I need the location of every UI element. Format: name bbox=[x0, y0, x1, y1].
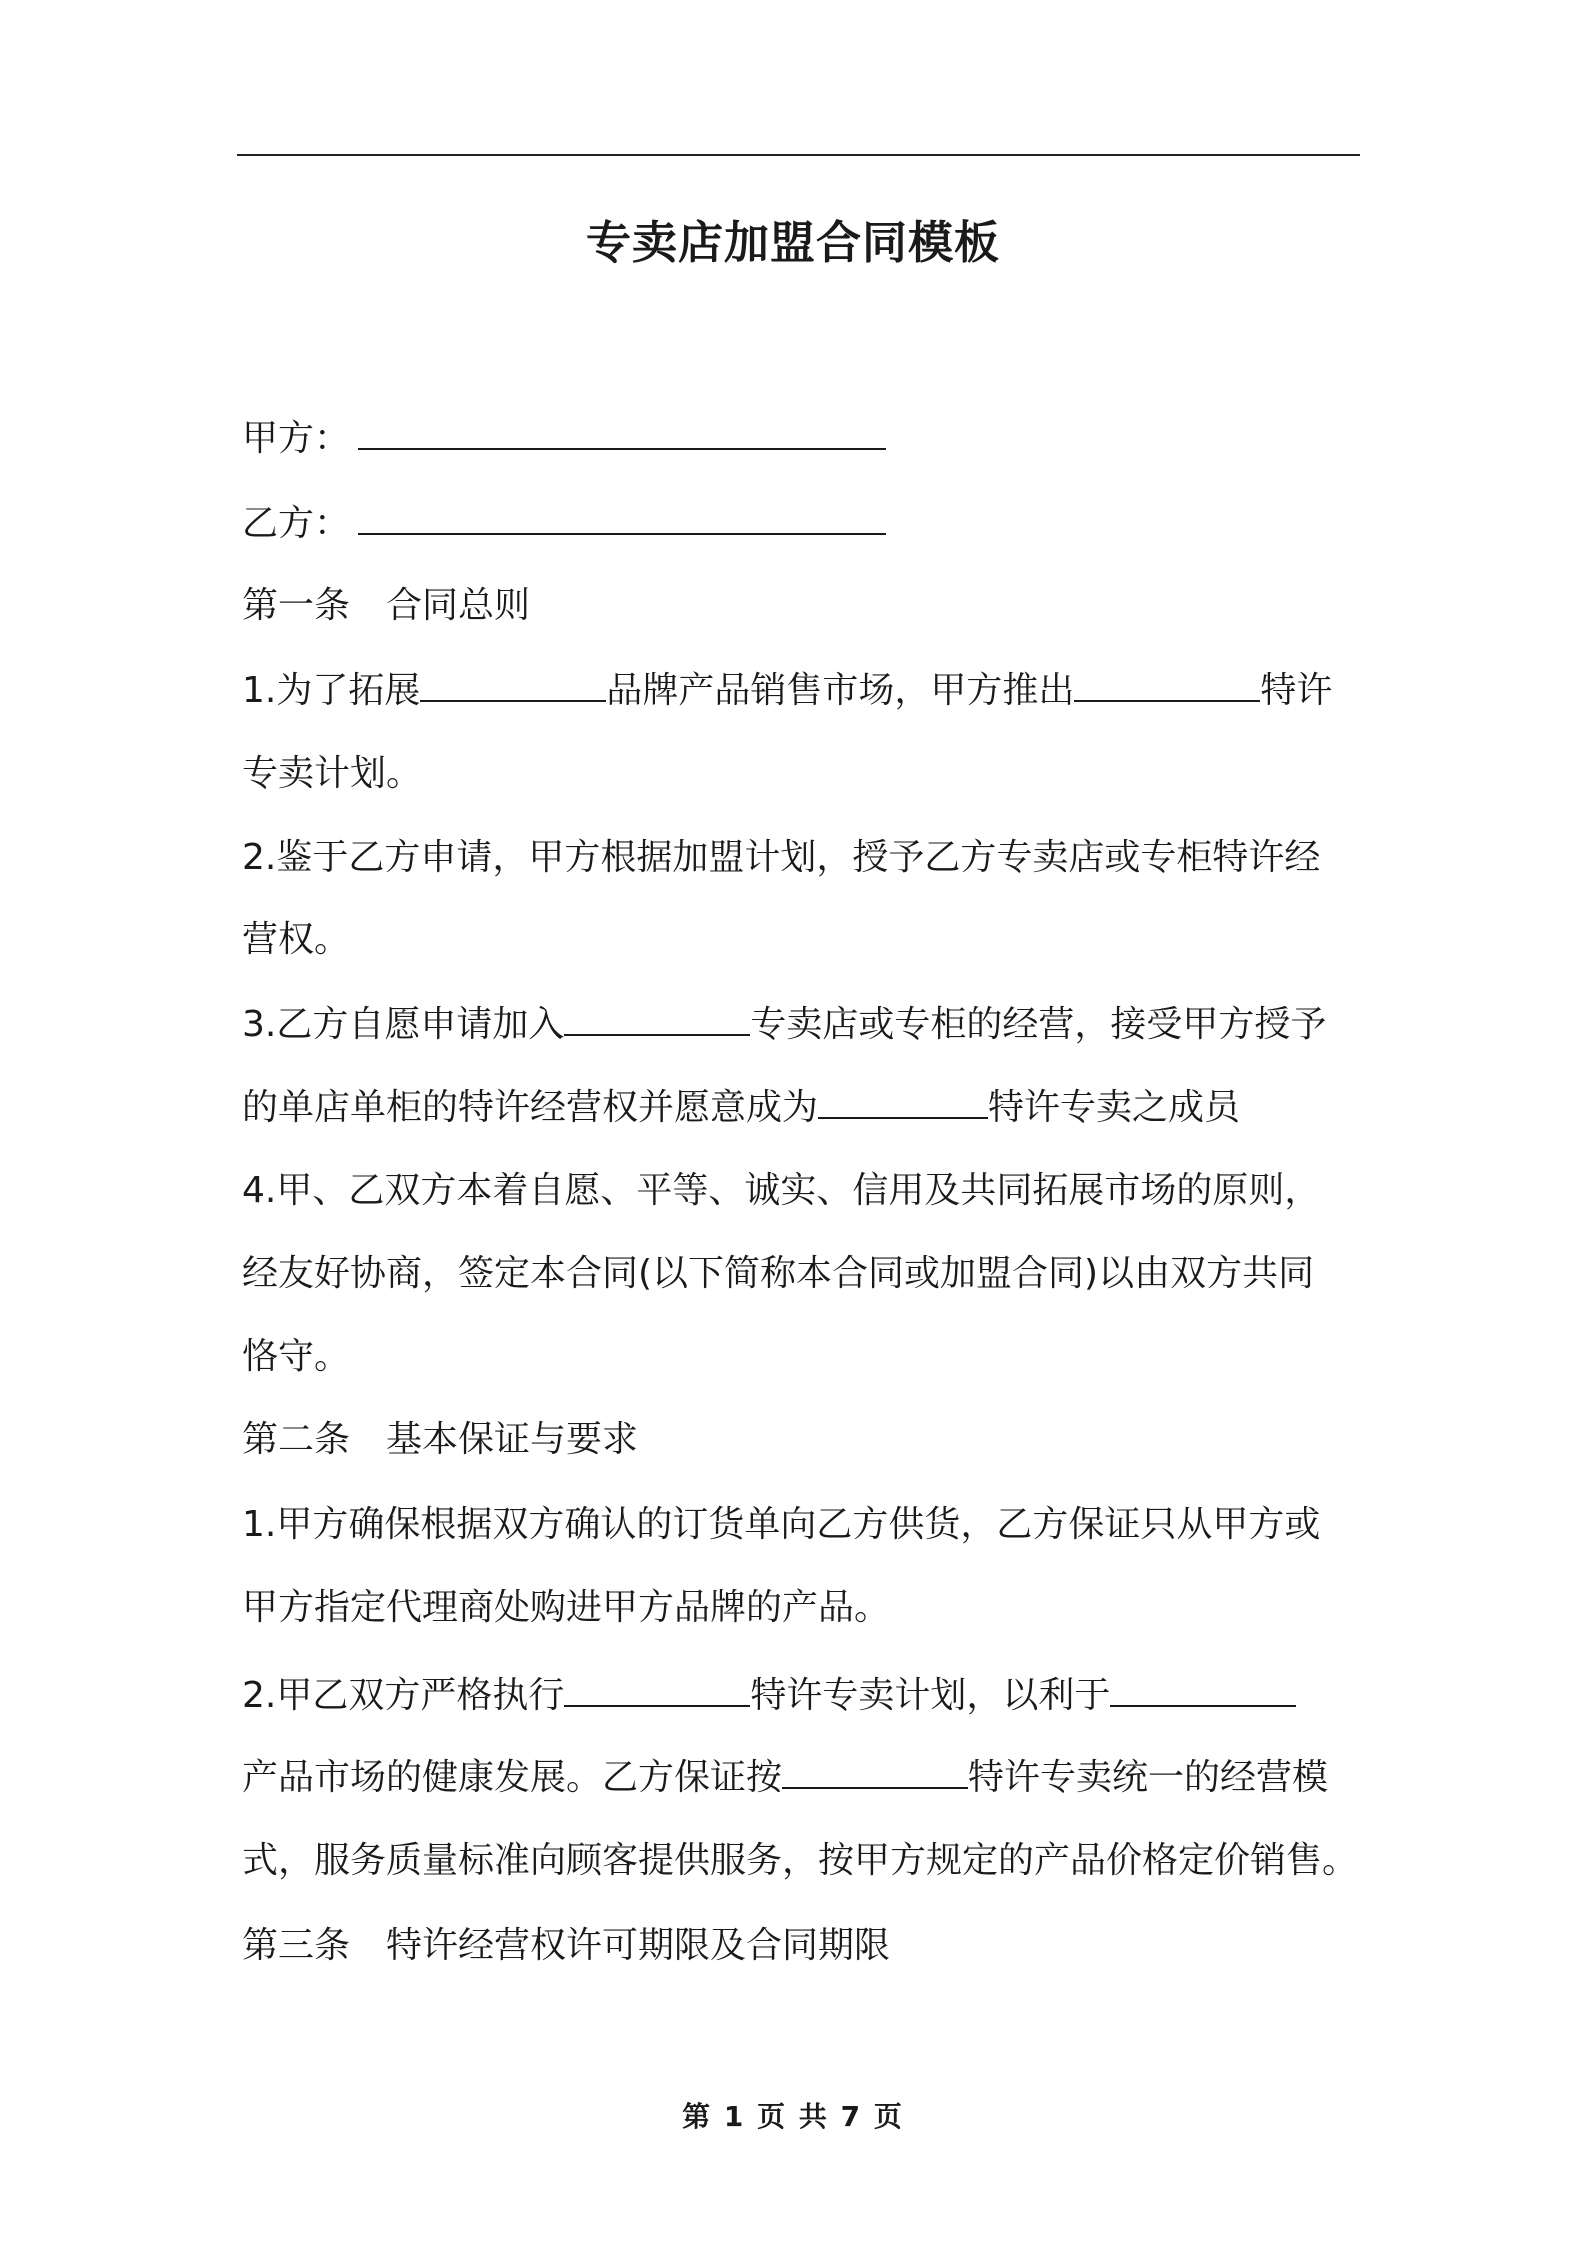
article-1-paragraph-2-line-2: 营权。 bbox=[242, 919, 351, 960]
article-2-paragraph-2-line-2 bbox=[242, 1749, 1362, 1807]
party-b-label: 乙方： bbox=[242, 503, 351, 544]
party-b-line bbox=[242, 495, 1362, 553]
text-segment: 特许专卖之成员 bbox=[988, 1087, 1241, 1128]
article-1-paragraph-4-line-3: 恪守。 bbox=[242, 1336, 351, 1377]
text-segment: 3.乙方自愿申请加入 bbox=[242, 1004, 565, 1045]
page-number-footer: 第 1 页 共 7 页 bbox=[682, 2100, 904, 2133]
product-blank[interactable] bbox=[1110, 1667, 1296, 1707]
article-1-paragraph-2-line-1: 2.鉴于乙方申请，甲方根据加盟计划，授予乙方专卖店或专柜特许经 bbox=[242, 837, 1321, 878]
text-segment: 2.甲乙双方严格执行 bbox=[242, 1675, 565, 1716]
member-blank[interactable] bbox=[818, 1079, 988, 1119]
document-title: 专卖店加盟合同模板 bbox=[585, 216, 1000, 269]
brand-blank[interactable] bbox=[420, 662, 606, 702]
text-segment: 专卖店或专柜的经营，接受甲方授予 bbox=[750, 1004, 1327, 1045]
article-1-paragraph-1-line-2: 专卖计划。 bbox=[242, 753, 423, 794]
text-segment: 产品市场的健康发展。乙方保证按 bbox=[242, 1757, 783, 1798]
text-segment: 特许专卖统一的经营模 bbox=[968, 1757, 1329, 1798]
text-segment: 品牌产品销售市场，甲方推出 bbox=[606, 670, 1075, 711]
article-2-paragraph-2-line-1 bbox=[242, 1667, 1362, 1725]
party-a-blank[interactable] bbox=[358, 410, 886, 450]
text-segment: 特许专卖计划，以利于 bbox=[750, 1675, 1111, 1716]
article-2-paragraph-1-line-2: 甲方指定代理商处购进甲方品牌的产品。 bbox=[242, 1587, 891, 1628]
party-a-line bbox=[242, 410, 1362, 468]
article-1-paragraph-3-line-2 bbox=[242, 1079, 1362, 1137]
party-a-label: 甲方： bbox=[242, 418, 351, 459]
article-1-paragraph-4-line-1: 4.甲、乙双方本着自愿、平等、诚实、信用及共同拓展市场的原则， bbox=[242, 1170, 1321, 1211]
plan-blank[interactable] bbox=[1074, 662, 1260, 702]
party-b-blank[interactable] bbox=[358, 495, 886, 535]
article-1-heading: 第一条 合同总则 bbox=[242, 585, 531, 626]
mode-blank[interactable] bbox=[782, 1749, 968, 1789]
article-3-heading: 第三条 特许经营权许可期限及合同期限 bbox=[242, 1925, 891, 1966]
header-rule bbox=[237, 154, 1360, 156]
article-1-paragraph-4-line-2: 经友好协商，签定本合同(以下简称本合同或加盟合同)以由双方共同 bbox=[242, 1253, 1315, 1294]
store-blank[interactable] bbox=[564, 996, 750, 1036]
article-1-paragraph-1-line-1 bbox=[242, 662, 1362, 720]
text-segment: 特许 bbox=[1260, 670, 1333, 711]
text-segment: 的单店单柜的特许经营权并愿意成为 bbox=[242, 1087, 819, 1128]
article-2-paragraph-2-line-3: 式，服务质量标准向顾客提供服务，按甲方规定的产品价格定价销售。 bbox=[242, 1840, 1359, 1881]
article-2-heading: 第二条 基本保证与要求 bbox=[242, 1419, 639, 1460]
article-2-paragraph-1-line-1: 1.甲方确保根据双方确认的订货单向乙方供货，乙方保证只从甲方或 bbox=[242, 1504, 1321, 1545]
plan-blank-2[interactable] bbox=[564, 1667, 750, 1707]
article-1-paragraph-3-line-1 bbox=[242, 996, 1362, 1054]
text-segment: 1.为了拓展 bbox=[242, 670, 421, 711]
